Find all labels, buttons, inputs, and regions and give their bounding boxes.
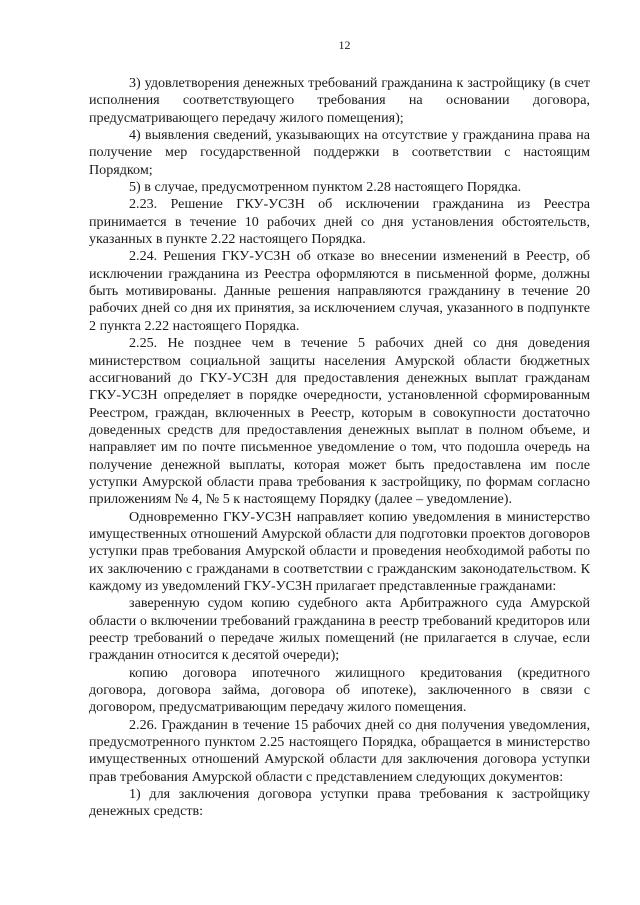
paragraph-mortgage-copy: копию договора ипотечного жилищного кредитования (кредитного договора, договора займа, договора об ипотеке), заключенного в связи с договором, предусматривающим передачу жилого помещения. xyxy=(89,664,590,716)
paragraph-item-5: 5) в случае, предусмотренном пунктом 2.28 настоящего Порядка. xyxy=(129,179,522,196)
paragraph-item-3: 3) удовлетворения денежных требований гражданина к застройщику (в счет исполнения соответствующего требования на основании договора, предусматривающего передачу жилого помещения); xyxy=(89,75,590,126)
paragraph-2-24: 2.24. Решения ГКУ-УСЗН об отказе во внесении изменений в Реестр, об исключении гражданина из Реестра оформляются в письменной форме, должны быть мотивированы. Данные решения направляются гражданину в течение 20 рабочих дней со дня их принятия, за исключением случая, указанного в подпункте 2 пункта 2.22 настоящего Порядка. xyxy=(89,248,590,334)
paragraph-2-23: 2.23. Решение ГКУ-УСЗН об исключении гражданина из Реестра принимается в течение 10 рабочих дней со дня установления обстоятельств, указанных в пункте 2.22 настоящего Порядка. xyxy=(89,196,590,248)
paragraph-2-26: 2.26. Гражданин в течение 15 рабочих дней со дня получения уведомления, предусмотренного пунктом 2.25 настоящего Порядка, обращается в министерство имущественных отношений Амурской области для заключения договора уступки прав требования Амурской области с представлением следующих документов: xyxy=(89,716,590,785)
paragraph-simultaneously: Одновременно ГКУ-УСЗН направляет копию уведомления в министерство имущественных отношений Амурской области для подготовки проектов договоров уступки прав требования Амурской области и проведения необходимой работы по их заключению с гражданами в соответствии с гражданским законодательством. К каждому из уведомлений ГКУ-УСЗН прилагает представленные гражданами: xyxy=(89,508,590,594)
paragraph-item-4: 4) выявления сведений, указывающих на отсутствие у гражданина права на получение мер государственной поддержки в соответствии с настоящим Порядком; xyxy=(89,127,590,178)
paragraph-2-25: 2.25. Не позднее чем в течение 5 рабочих дней со дня доведения министерством социальной защиты населения Амурской области бюджетных ассигнований до ГКУ-УСЗН для предоставления денежных выплат гражданам ГКУ-УСЗН определяет в порядке очередности, установленной сформированным Реестром, граждан, включенных в Реестр, которым в совокупности достаточно доведенных средств для предоставления денежных выплат в полном объеме, и направляет им по почте письменное уведомление о том, что подошла очередь на получение денежной выплаты, которая может быть предоставлена им после уступки Амурской области права требования к застройщику, по формам согласно приложениям № 4, № 5 к настоящему Порядку (далее – уведомление). xyxy=(89,335,590,508)
page-number: 12 xyxy=(338,38,351,52)
paragraph-2-26-item-1: 1) для заключения договора уступки права требования к застройщику денежных средств: xyxy=(89,786,590,820)
paragraph-court-copy: заверенную судом копию судебного акта Арбитражного суда Амурской области о включении требований гражданина в реестр требований кредиторов или реестр требований о передаче жилых помещений (не прилагается в случае, если гражданин относится к десятой очереди); xyxy=(89,595,590,664)
